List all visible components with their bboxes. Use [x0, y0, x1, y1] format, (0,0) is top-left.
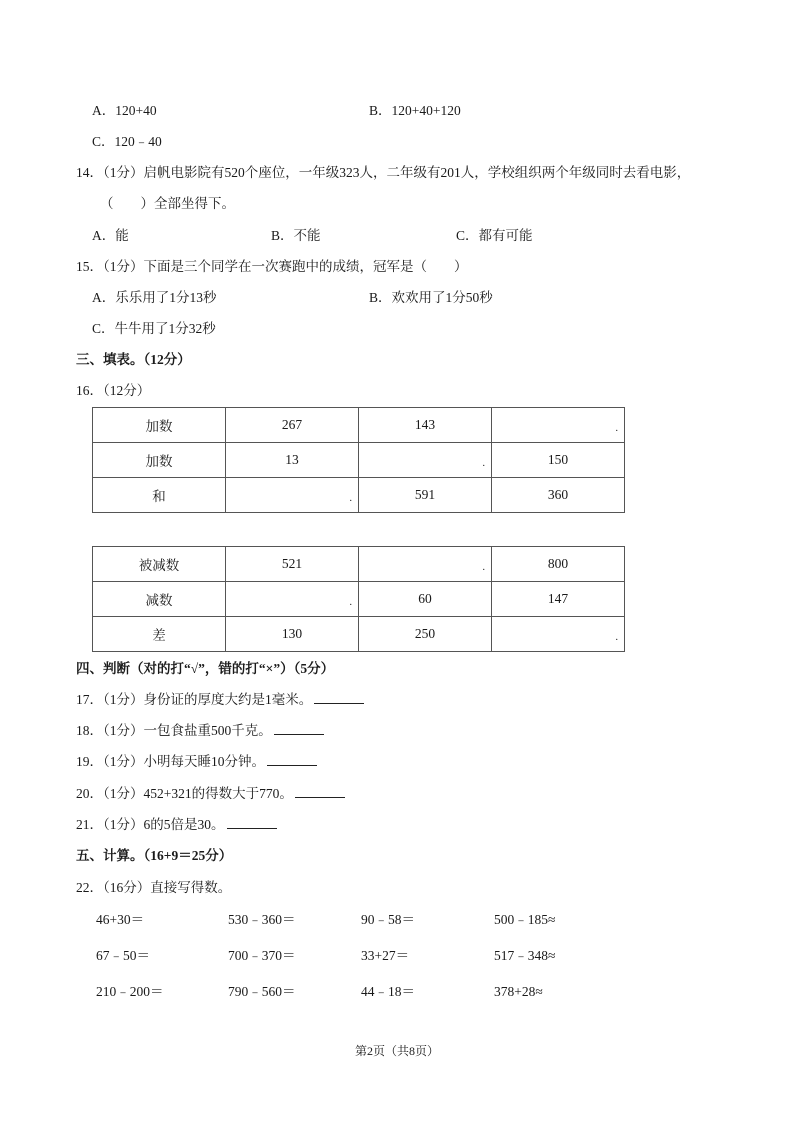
- table-cell: 被减数: [93, 547, 226, 582]
- table-row: [93, 478, 625, 513]
- answer-blank[interactable]: [274, 722, 324, 735]
- q15-option-a: A．乐乐用了1分13秒: [92, 290, 217, 305]
- q15-option-b: B．欢欢用了1分50秒: [369, 290, 493, 305]
- blank-dot: .: [482, 458, 485, 469]
- calc-item: 378+28≈: [494, 984, 543, 999]
- section5-title: 五、计算。（16+9＝25分）: [76, 848, 233, 863]
- calc-item: 500﹣185≈: [494, 912, 556, 927]
- blank-dot: .: [349, 597, 352, 608]
- judge-item-text: 17．（1分）身份证的厚度大约是1毫米。: [76, 692, 313, 707]
- table-cell: 加数: [93, 443, 226, 478]
- calc-item: 700﹣370＝: [228, 948, 296, 963]
- table-cell: 加数: [93, 408, 226, 443]
- subtraction-table: [92, 546, 625, 652]
- calc-item: 67﹣50＝: [96, 948, 150, 963]
- blank-cell[interactable]: [359, 443, 492, 478]
- judge-item-text: 18．（1分）一包食盐重500千克。: [76, 723, 272, 738]
- answer-blank[interactable]: [314, 691, 364, 704]
- blank-cell[interactable]: [492, 408, 625, 443]
- page-footer: 第2页（共8页）: [354, 1044, 439, 1058]
- q14-stem-line1: 14．（1分）启帆电影院有520个座位，一年级323人，二年级有201人，学校组织两个年级同时去看电影，: [76, 165, 691, 180]
- table-cell: 60: [359, 582, 492, 617]
- calc-item: 530﹣360＝: [228, 912, 296, 927]
- q15-stem: 15．（1分）下面是三个同学在一次赛跑中的成绩，冠军是（ ）: [76, 259, 468, 274]
- table-cell: 143: [359, 408, 492, 443]
- q13-option-b: B．120+40+120: [369, 103, 461, 118]
- blank-cell[interactable]: [226, 582, 359, 617]
- calc-item: 790﹣560＝: [228, 984, 296, 999]
- calc-item: 210﹣200＝: [96, 984, 164, 999]
- calc-item: 517﹣348≈: [494, 948, 556, 963]
- table-cell: 521: [226, 547, 359, 582]
- judge-item-18: [76, 722, 324, 740]
- q22-stem: 22．（16分）直接写得数。: [76, 880, 232, 895]
- q15-option-c: C．牛牛用了1分32秒: [92, 321, 216, 336]
- table-row: [93, 443, 625, 478]
- judge-item-text: 19．（1分）小明每天睡10分钟。: [76, 754, 265, 769]
- table-cell: 差: [93, 617, 226, 652]
- q14-option-b: B．不能: [271, 228, 321, 243]
- calc-item: 44﹣18＝: [361, 984, 415, 999]
- answer-blank[interactable]: [295, 785, 345, 798]
- calc-item: 90﹣58＝: [361, 912, 415, 927]
- table-row: [93, 408, 625, 443]
- blank-dot: .: [615, 423, 618, 434]
- table-cell: 13: [226, 443, 359, 478]
- blank-cell[interactable]: [359, 547, 492, 582]
- table-cell: 150: [492, 443, 625, 478]
- judge-item-text: 21．（1分）6的5倍是30。: [76, 817, 225, 832]
- table-cell: 减数: [93, 582, 226, 617]
- q13-option-a: A．120+40: [92, 103, 157, 118]
- blank-dot: .: [615, 632, 618, 643]
- section4-title: 四、判断（对的打“√”，错的打“×”）（5分）: [76, 661, 335, 676]
- calc-item: 33+27＝: [361, 948, 410, 963]
- judge-item-19: [76, 753, 317, 771]
- judge-item-17: [76, 691, 364, 709]
- addition-table: [92, 407, 625, 513]
- q14-option-c: C．都有可能: [456, 228, 533, 243]
- answer-blank[interactable]: [227, 816, 277, 829]
- blank-cell[interactable]: [492, 617, 625, 652]
- answer-blank[interactable]: [267, 753, 317, 766]
- judge-item-text: 20．（1分）452+321的得数大于770。: [76, 786, 293, 801]
- q14-stem-line2: （ ）全部坐得下。: [100, 196, 235, 211]
- calc-item: 46+30＝: [96, 912, 145, 927]
- blank-dot: .: [482, 562, 485, 573]
- judge-item-20: [76, 785, 345, 803]
- table-row: [93, 617, 625, 652]
- q14-option-a: A．能: [92, 228, 129, 243]
- table-cell: 267: [226, 408, 359, 443]
- table-cell: 250: [359, 617, 492, 652]
- table-cell: 147: [492, 582, 625, 617]
- table-row: [93, 582, 625, 617]
- blank-dot: .: [349, 493, 352, 504]
- table-cell: 和: [93, 478, 226, 513]
- table-row: [93, 547, 625, 582]
- judge-item-21: [76, 816, 277, 834]
- q16-stem: 16．（12分）: [76, 383, 151, 398]
- table-cell: 800: [492, 547, 625, 582]
- table-cell: 130: [226, 617, 359, 652]
- blank-cell[interactable]: [226, 478, 359, 513]
- table-cell: 591: [359, 478, 492, 513]
- section3-title: 三、填表。（12分）: [76, 352, 191, 367]
- q13-option-c: C．120﹣40: [92, 134, 162, 149]
- table-cell: 360: [492, 478, 625, 513]
